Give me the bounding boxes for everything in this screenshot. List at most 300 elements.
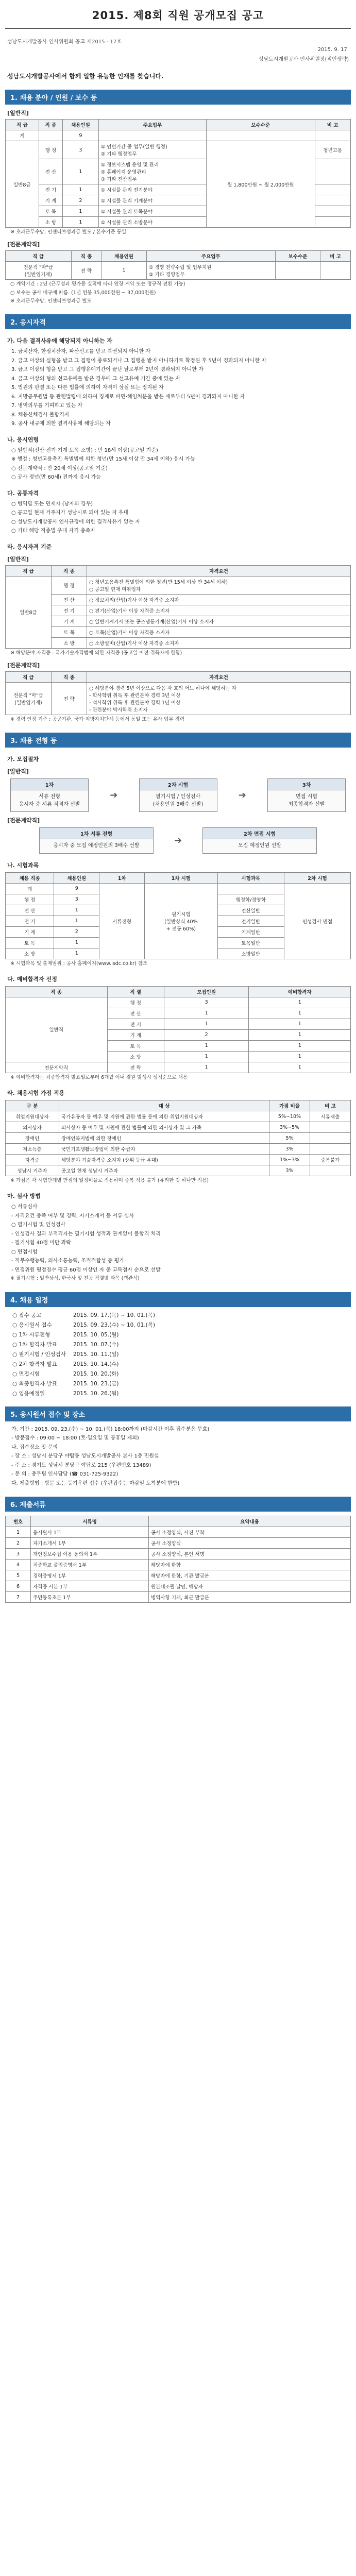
reserve-cell: 1: [249, 997, 351, 1008]
table-row: [6, 682, 351, 715]
requirement-cell: ○ 일반기계기사 또는 공조냉동기계(산업)기사 이상 소지자: [87, 616, 351, 626]
kind-cell: 토 목: [107, 1040, 164, 1051]
special-note: ○ 보수는 공사 내규에 따름. (1년 연봉 35,000천원 ~ 37,000천원): [10, 290, 156, 296]
table-row: [6, 1570, 351, 1581]
col-note: 비 고: [320, 251, 351, 262]
kind-cell: 전 략: [107, 1062, 164, 1073]
col-stage1: 1차: [99, 872, 145, 883]
col-salary: 보수수준: [275, 251, 320, 262]
reserve-cell: 1: [249, 1029, 351, 1040]
col-kind: 직 종: [71, 251, 101, 262]
category-cell: 장애인: [6, 1133, 59, 1144]
col-category: 직 종: [6, 986, 108, 997]
summary-cell: 해당자에 한함, 기관 발급분: [149, 1570, 351, 1581]
evaluation-item: ○ 서류심사: [11, 1204, 38, 1210]
target-cell: 해당분야 기술자격증 소지자 (상위 등급 우대): [59, 1155, 269, 1165]
reserve-cell: 1: [249, 1062, 351, 1073]
target-cell: 장애인복지법에 의한 장애인: [59, 1133, 269, 1144]
kind-cell: 행 정: [107, 997, 164, 1008]
schedule-label: ○ 면접시험: [12, 1370, 40, 1377]
table-header-row: [6, 1516, 351, 1527]
reserve-cell: 1: [249, 1051, 351, 1062]
note-cell: [315, 195, 350, 206]
kind-cell: 전 산: [52, 594, 87, 605]
count-cell: 1: [164, 1040, 249, 1051]
schedule-row: [12, 1321, 344, 1329]
summary-cell: 병역사항 기재, 최근 발급분: [149, 1592, 351, 1603]
col-doc-name: 서류명: [31, 1516, 149, 1527]
age-heading: 나. 응시연령: [7, 436, 39, 443]
col-kind: 채용 직종: [6, 872, 54, 883]
schedule-row: [12, 1311, 344, 1319]
table-header-row: [6, 251, 351, 262]
requirement-cell: ○ 정보처리(산업)기사 이상 자격증 소지자: [87, 594, 351, 605]
summary-cell: 원본대조필 날인, 해당자: [149, 1581, 351, 1592]
flow-step-body: 모집 예정인원 선발: [238, 843, 281, 849]
note-cell: [315, 159, 350, 184]
table-row: [6, 1165, 351, 1176]
flow-step: [202, 827, 317, 854]
col-requirement: 자격요건: [87, 565, 351, 576]
col-count: 모집인원: [164, 986, 249, 997]
category-cell: 전문계약직: [6, 1062, 108, 1073]
schedule-value: 2015. 10. 11.(일): [73, 1351, 119, 1358]
table-row: [6, 1549, 351, 1560]
count-cell: 3: [164, 997, 249, 1008]
duty-cell: ① 정보시스템 운영 및 관리 ② 홈페이지 운영관리 ③ 기타 전산업무: [98, 159, 207, 184]
subject-cell: 토목일반: [217, 937, 284, 948]
disqualification-item: 2. 금고 이상의 실형을 받고 그 집행이 종료되거나 그 집행을 받지 아니하기로 확정된 후 5년이 경과되지 아니한 자: [11, 358, 266, 364]
special-procedure-flow: [10, 827, 346, 854]
kind-cell: 기 계: [107, 1029, 164, 1040]
count-cell: 1: [63, 206, 98, 217]
kind-cell: 전 기: [39, 184, 63, 195]
notice-number: 성남도시개발공사 인사위원회 공고 제2015 - 17호: [7, 39, 122, 45]
col-summary: 요약내용: [149, 1516, 351, 1527]
flow-step: [267, 778, 346, 812]
subject-cell: 행정학/경영학: [217, 894, 284, 905]
kind-cell: 기 계: [52, 616, 87, 626]
table-row: [6, 626, 351, 637]
category-cell: 성남시 거주자: [6, 1165, 59, 1176]
disqualification-item: 8. 채용신체검사 불합격자: [11, 412, 70, 418]
total-label: 계: [6, 130, 39, 141]
table-header-row: [6, 565, 351, 576]
disqualification-heading: 가. 다음 결격사유에 해당되지 아니하는 자: [7, 337, 112, 344]
number-cell: 7: [6, 1592, 31, 1603]
flow-step: [139, 778, 217, 812]
age-item: ○ 일반직(전산·전기·기계·토목·소방) : 만 18세 이상(공고일 기준): [11, 447, 158, 453]
general-staff-label: [일반직]: [7, 555, 29, 563]
col-duty: 주요업무: [146, 251, 275, 262]
table-row: [6, 1122, 351, 1133]
stage1-exam-cell: 필기시험 (일반상식 40% + 전공 60%): [145, 883, 217, 959]
stage2-cell: 인성검사 면접: [284, 883, 350, 959]
kind-cell: 계: [6, 883, 54, 894]
count-cell: 1: [101, 262, 147, 280]
evaluation-heading: 마. 심사 방법: [7, 1193, 41, 1200]
summary-cell: 공사 소정양식, 사진 부착: [149, 1527, 351, 1538]
requirement-cell: ○ 청년고용촉진 특별법에 의한 청년(만 15세 이상 만 34세 이하) ○ 공고일 현재 미취업자: [87, 576, 351, 594]
grade-cell: 일반8급: [6, 141, 39, 228]
note-cell: [315, 184, 350, 195]
title-divider: [5, 28, 351, 29]
general-procedure-flow: [10, 778, 346, 812]
schedule-value: 2015. 10. 07.(수): [73, 1341, 119, 1348]
reserve-cell: 1: [249, 1008, 351, 1019]
common-req-heading: 다. 공통자격: [7, 489, 39, 497]
application-item: - 주 소 : 경기도 성남시 분당구 야탑로 215 (우편번호 13489): [11, 1462, 151, 1468]
flow-step-body: 응시자 중 모집 예정인원의 3배수 선발: [53, 843, 140, 849]
reserve-cell: 1: [249, 1040, 351, 1051]
table-row: [6, 1592, 351, 1603]
col-count: 채용인원: [101, 251, 147, 262]
age-item: ○ 공사 정년(만 60세) 전까지 응시 가능: [11, 474, 101, 480]
schedule-value: 2015. 09. 23.(수) ~ 10. 01.(목): [73, 1321, 156, 1328]
number-cell: 1: [6, 1527, 31, 1538]
exam-subjects-table: [5, 872, 351, 959]
col-kind: 직 종: [39, 120, 63, 130]
salary-cell: [275, 262, 320, 280]
count-cell: 1: [63, 159, 98, 184]
col-kind: 직 렬: [107, 986, 164, 997]
general-recruit-table: [5, 119, 351, 228]
table-header-row: [6, 1100, 351, 1111]
col-kind: 직 종: [52, 671, 87, 682]
table-row: [6, 616, 351, 626]
kind-cell: 기 계: [39, 195, 63, 206]
flow-step-title: 3차: [268, 779, 345, 790]
ratio-cell: 3%: [269, 1165, 310, 1176]
count-cell: 2: [54, 926, 99, 937]
bonus-heading: 라. 채용시험 가점 적용: [7, 1090, 65, 1096]
col-grade: 직 급: [6, 565, 52, 576]
kind-cell: 행 정: [52, 576, 87, 594]
schedule-row: [12, 1341, 344, 1348]
documents-table: [5, 1516, 351, 1603]
common-req-item: ○ 성남도시개발공사 인사규정에 의한 결격사유가 없는 자: [11, 519, 140, 525]
table-row: [6, 883, 351, 894]
exam-note: ※ 시험과목 및 출제범위 : 공사 홈페이지(www.isdc.co.kr) 참조: [10, 960, 148, 967]
count-cell: 1: [164, 1051, 249, 1062]
ratio-cell: 5%: [269, 1133, 310, 1144]
target-cell: 의사상자 등 예우 및 지원에 관한 법률에 의한 의사상자 및 그 가족: [59, 1122, 269, 1133]
schedule-value: 2015. 10. 20.(화): [73, 1370, 119, 1377]
procedure-heading: 가. 모집절차: [7, 756, 39, 762]
doc-name-cell: 경력증명서 1부: [31, 1570, 149, 1581]
ratio-cell: 1%~3%: [269, 1155, 310, 1165]
special-recruit-table: [5, 250, 351, 280]
kind-cell: 전 기: [107, 1019, 164, 1029]
schedule-label: ○ 1차 서류전형: [12, 1331, 50, 1338]
common-req-item: ○ 병역필 또는 면제자 (남자의 경우): [11, 501, 93, 507]
application-item: - 장 소 : 성남시 분당구 야탑동 성남도시개발공사 본사 1층 민원실: [11, 1453, 159, 1459]
table-row: [6, 1581, 351, 1592]
application-item: - 문 의 : 총무팀 인사담당 (☎ 031-725-9322): [11, 1471, 118, 1477]
subject-cell: [217, 883, 284, 894]
flow-step-title: 1차 서류 전형: [40, 828, 153, 839]
col-note: 비 고: [310, 1100, 351, 1111]
kind-cell: 행 정: [39, 141, 63, 159]
summary-cell: 공사 소정양식: [149, 1538, 351, 1549]
col-stage2: 2차 시험: [284, 872, 350, 883]
schedule-row: [12, 1360, 344, 1368]
table-row: [6, 1560, 351, 1570]
duty-cell: ① 시설물 관리 토목분야: [98, 206, 207, 217]
duty-cell: ① 시설물 관리 전기분야: [98, 184, 207, 195]
kind-cell: 소 방: [39, 217, 63, 228]
kind-cell: 전 산: [39, 159, 63, 184]
special-staff-label: [전문계약직]: [7, 817, 40, 824]
kind-cell: 소 방: [107, 1051, 164, 1062]
col-grade: 직 급: [6, 251, 72, 262]
col-number: 번호: [6, 1516, 31, 1527]
number-cell: 2: [6, 1538, 31, 1549]
subject-cell: 전산일반: [217, 905, 284, 916]
notice-organization: 성남도시개발공사 인사위원장(직인생략): [258, 57, 349, 62]
requirement-cell: ○ 소방설비(산업)기사 이상 자격증 소지자: [87, 637, 351, 648]
note-cell: 청년고용: [315, 141, 350, 159]
col-grade: 직 급: [6, 671, 52, 682]
col-requirement: 자격요건: [87, 671, 351, 682]
ratio-cell: 3%: [269, 1144, 310, 1155]
reserve-note: ※ 예비합격자는 최종합격자 발표일로부터 6개월 이내 결원 발생시 성적순으로 채용: [10, 1074, 188, 1080]
common-req-item: ○ 기타 해당 직종별 우대 자격 충족자: [11, 528, 96, 534]
salary-cell: 월 1,800만원 ~ 월 2,000만원: [207, 141, 315, 228]
number-cell: 4: [6, 1560, 31, 1570]
col-reserve: 예비합격자: [249, 986, 351, 997]
summary-cell: 해당자에 한함: [149, 1560, 351, 1570]
doc-name-cell: 응시원서 1부: [31, 1527, 149, 1538]
table-row: [6, 1062, 351, 1073]
disqualification-item: 3. 금고 이상의 형을 받고 그 집행유예기간이 끝난 날로부터 2년이 경과되지 아니한 자: [11, 367, 204, 372]
schedule-label: ○ 최종합격자 발표: [12, 1380, 57, 1387]
col-count: 채용인원: [63, 120, 98, 130]
schedule-label: ○ 2차 합격자 발표: [12, 1361, 57, 1367]
table-header-row: [6, 671, 351, 682]
qualification-table: [5, 565, 351, 649]
doc-name-cell: 최종학교 졸업증명서 1부: [31, 1560, 149, 1570]
count-cell: 9: [54, 883, 99, 894]
evaluation-note: ※ 필기시험 : 일반상식, 한국사 및 전공 직렬별 과목 (객관식): [10, 1276, 140, 1282]
disqualification-item: 1. 금치산자, 한정치산자, 파산선고를 받고 복권되지 아니한 자: [11, 349, 150, 354]
disqualification-item: 6. 지방공무원법 등 관련법령에 의하여 징계로 파면·해임처분을 받은 때로부터 5년이 경과되지 아니한 자: [11, 394, 245, 400]
note-cell: 서류제출: [310, 1111, 351, 1122]
count-cell: 1: [54, 905, 99, 916]
schedule-value: 2015. 10. 14.(수): [73, 1361, 119, 1367]
special-note: ※ 초과근무수당, 인센티브성과금 별도: [10, 298, 92, 304]
schedule-label: ○ 접수 공고: [12, 1312, 42, 1318]
grade-cell: 일반8급: [6, 576, 52, 648]
doc-name-cell: 자기소개서 1부: [31, 1538, 149, 1549]
note-cell: [315, 217, 350, 228]
table-row: [6, 594, 351, 605]
note-cell: 중복불가: [310, 1155, 351, 1165]
arrow-right-icon: ➔: [110, 790, 118, 801]
table-header-row: [6, 872, 351, 883]
col-target: 대 상: [59, 1100, 269, 1111]
count-cell: 1: [63, 184, 98, 195]
section-5-header: 5. 응시원서 접수 및 장소: [5, 1406, 351, 1421]
qualification-note: ※ 해당분야 자격증 : 국가기술자격법에 의한 자격증 (공고일 이전 취득자에 한함): [10, 650, 182, 656]
bonus-note: ※ 가점은 각 시험단계별 만점의 일정비율로 적용하며 중복 적용 불가 (유리한 것 하나만 적용): [10, 1178, 209, 1183]
grade-cell: 전문직 "마"급 (일반임기제): [6, 682, 52, 715]
special-qualification-note: ※ 경력 인정 기준 : 공공기관, 국가·지방자치단체 등에서 동일 또는 유사 업무 경력: [10, 716, 184, 722]
count-cell: 2: [164, 1029, 249, 1040]
intro-text: 성남도시개발공사에서 함께 일할 유능한 인재를 찾습니다.: [7, 73, 164, 80]
subject-cell: 기계일반: [217, 926, 284, 937]
kind-cell: 전 략: [71, 262, 101, 280]
evaluation-item: ○ 면접시험: [11, 1249, 38, 1255]
section-6-header: 6. 제출서류: [5, 1497, 351, 1512]
table-row: [6, 1155, 351, 1165]
flow-step: [10, 778, 89, 812]
age-item: ○ 전문계약직 : 만 20세 이상(공고일 기준): [11, 465, 108, 471]
schedule-row: [12, 1380, 344, 1387]
schedule-value: 2015. 10. 26.(월): [73, 1390, 119, 1397]
schedule-row: [12, 1370, 344, 1378]
schedule-value: 2015. 10. 23.(금): [73, 1380, 119, 1387]
requirement-cell: ○ 전기(산업)기사 이상 자격증 소지자: [87, 605, 351, 616]
target-cell: 국민기초생활보장법에 의한 수급자: [59, 1144, 269, 1155]
exam-subjects-heading: 나. 시험과목: [7, 861, 39, 869]
kind-cell: 토 목: [6, 937, 54, 948]
flow-step-body: 서류 전형 응시자 중 서류 적격자 선발: [19, 794, 80, 807]
kind-cell: 기 계: [6, 926, 54, 937]
kind-cell: 전 산: [107, 1008, 164, 1019]
count-cell: 1: [54, 948, 99, 959]
note-cell: [310, 1122, 351, 1133]
kind-cell: 토 목: [39, 206, 63, 217]
count-cell: 1: [164, 1008, 249, 1019]
duty-cell: ① 시설물 관리 기계분야: [98, 195, 207, 206]
special-note: ○ 계약기간 : 2년 (근무성과 평가등 실적에 따라 연장 계약 또는 정규직 전환 가능): [10, 281, 185, 287]
col-note: 비 고: [315, 120, 350, 130]
flow-step: [39, 827, 154, 854]
table-header-row: [6, 120, 351, 130]
flow-step-body: 면접 시험 최종합격자 선발: [288, 794, 325, 807]
general-staff-label: [일반직]: [7, 768, 29, 775]
arrow-right-icon: ➔: [174, 835, 182, 846]
duty-cell: ① 시설물 관리 소방분야: [98, 217, 207, 228]
general-staff-label: [일반직]: [7, 110, 29, 116]
reserve-cell: 1: [249, 1019, 351, 1029]
doc-name-cell: 개인정보수집·이용 동의서 1부: [31, 1549, 149, 1560]
count-cell: 1: [63, 217, 98, 228]
summary-cell: 공사 소정양식, 본인 서명: [149, 1549, 351, 1560]
section-3-header: 3. 채용 전형 등: [5, 733, 351, 748]
schedule-label: ○ 1차 합격자 발표: [12, 1341, 57, 1348]
age-item: ※ 행정 : 청년고용촉진 특별법에 의한 청년(만 15세 이상 만 34세 이하) 응시 가능: [11, 456, 195, 462]
section-2-header: 2. 응시자격: [5, 314, 351, 329]
note-cell: [315, 206, 350, 217]
kind-cell: 소 방: [52, 637, 87, 648]
flow-step-title: 2차 면접 시험: [203, 828, 316, 839]
evaluation-item: ○ 필기시험 및 인성검사: [11, 1222, 66, 1228]
evaluation-item: - 직무수행능력, 의사소통능력, 조직적합성 등 평가: [11, 1258, 125, 1264]
kind-cell: 전 기: [6, 916, 54, 926]
category-cell: 의사상자: [6, 1122, 59, 1133]
disqualification-item: 9. 공사 내규에 의한 결격사유에 해당되는 자: [11, 421, 111, 427]
kind-cell: 전 략: [52, 682, 87, 715]
disqualification-item: 5. 법원의 판결 또는 다른 법률에 의하여 자격이 상실 또는 정지된 자: [11, 385, 164, 391]
reserve-table: [5, 986, 351, 1073]
application-item: 나. 접수장소 및 문의: [11, 1444, 58, 1450]
kind-cell: 전 산: [6, 905, 54, 916]
application-item: 가. 기간 : 2015. 09. 23.(수) ~ 10. 01.(목) 18:00까지 (마감시간 이후 접수분은 무효): [11, 1426, 210, 1432]
category-cell: 취업지원대상자: [6, 1111, 59, 1122]
evaluation-item: - 면접위원 평정점수 평균 60점 이상인 자 중 고득점자 순으로 선발: [11, 1267, 161, 1273]
count-cell: 1: [54, 937, 99, 948]
count-cell: 3: [63, 141, 98, 159]
number-cell: 3: [6, 1549, 31, 1560]
schedule-value: 2015. 10. 05.(월): [73, 1331, 119, 1338]
target-cell: 국가유공자 등 예우 및 지원에 관한 법률 등에 의한 취업지원대상자: [59, 1111, 269, 1122]
category-cell: 저소득층: [6, 1144, 59, 1155]
arrow-right-icon: ➔: [238, 790, 246, 801]
bonus-table: [5, 1100, 351, 1176]
count-cell: 1: [164, 1062, 249, 1073]
section-1-header: 1. 채용 분야 / 인원 / 보수 등: [5, 90, 351, 105]
schedule-label: ○ 필기시험 / 인성검사: [12, 1351, 66, 1358]
kind-cell: 토 목: [52, 626, 87, 637]
special-staff-label: [전문계약직]: [7, 662, 40, 669]
table-row: [6, 1538, 351, 1549]
disqualification-item: 4. 금고 이상의 형의 선고유예를 받은 경우에 그 선고유예 기간 중에 있는 자: [11, 376, 180, 382]
schedule-label: ○ 응시원서 접수: [12, 1321, 52, 1328]
duty-cell: ① 인턴기간 중 업무(일반 행정) ② 기타 행정업무: [98, 141, 207, 159]
number-cell: 6: [6, 1581, 31, 1592]
table-row: [6, 605, 351, 616]
duty-cell: ① 경영 전략수립 및 업무지원 ② 기타 경영업무: [146, 262, 275, 280]
table-row: [6, 1133, 351, 1144]
category-cell: 일반직: [6, 997, 108, 1062]
reserve-heading: 다. 예비합격자 선정: [7, 975, 57, 982]
table-row: [6, 637, 351, 648]
application-item: 다. 제출방법 : 방문 또는 등기우편 접수 (우편접수는 마감일 도착분에 한함): [11, 1480, 180, 1486]
col-ratio: 가점 비율: [269, 1100, 310, 1111]
table-row: [6, 997, 351, 1008]
table-header-row: [6, 986, 351, 997]
doc-name-cell: 자격증 사본 1부: [31, 1581, 149, 1592]
total-count: 9: [63, 130, 98, 141]
grade-cell: 전문직 "마"급 (일반임기제): [6, 262, 72, 280]
note-cell: [310, 1165, 351, 1176]
stage1-cell: 서류전형: [99, 883, 145, 959]
evaluation-item: - 인성검사 결과 부적격자는 필기시험 성적과 관계없이 불합격 처리: [11, 1231, 161, 1237]
table-row: [6, 130, 351, 141]
target-cell: 공고일 현재 성남시 거주자: [59, 1165, 269, 1176]
subject-cell: 소방일반: [217, 948, 284, 959]
special-qualification-table: [5, 671, 351, 715]
kind-cell: 소 방: [6, 948, 54, 959]
section-4-header: 4. 채용 일정: [5, 1292, 351, 1307]
table-row: [6, 141, 351, 159]
count-cell: 3: [54, 894, 99, 905]
schedule-row: [12, 1331, 344, 1338]
general-note: ※ 초과근무수당, 인센티브성과금 별도 / 본수기준 동일: [10, 229, 127, 235]
col-grade: 직 급: [6, 120, 39, 130]
schedule-row: [12, 1350, 344, 1358]
table-row: [6, 1144, 351, 1155]
table-row: [6, 262, 351, 280]
table-row: [6, 1111, 351, 1122]
ratio-cell: 3%~5%: [269, 1122, 310, 1133]
table-row: [6, 1527, 351, 1538]
doc-name-cell: 주민등록초본 1부: [31, 1592, 149, 1603]
col-salary: 보수수준: [207, 120, 315, 130]
flow-step-title: 1차: [11, 779, 88, 790]
